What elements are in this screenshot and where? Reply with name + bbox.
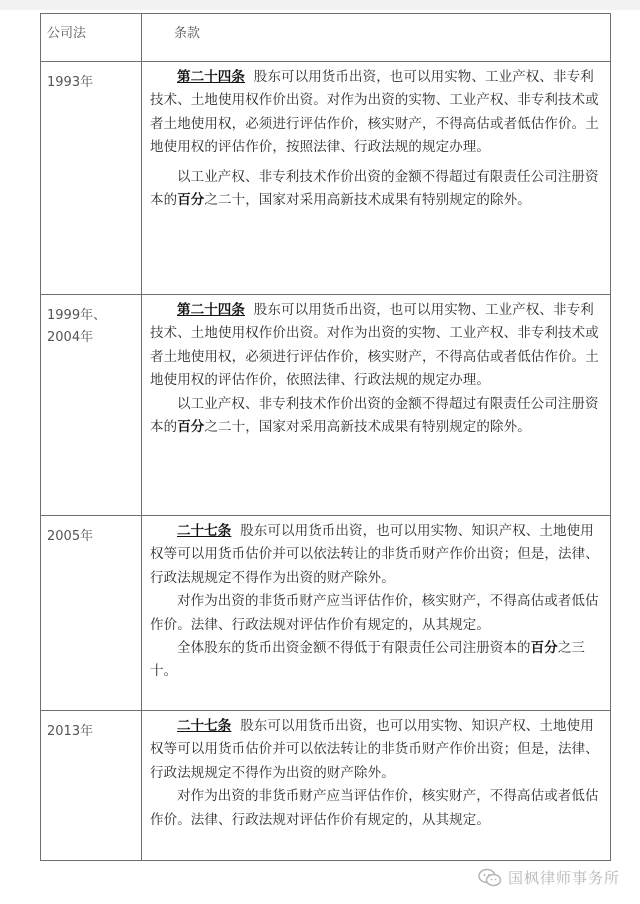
header-clause-label: 条款 (174, 26, 201, 41)
wechat-icon (478, 868, 502, 888)
year-cell (41, 62, 142, 295)
clause-paragraph: 以工业产权、非专利技术作价出资的金额不得超过有限责任公司注册资本的百分之二十，国家对采用高新技术成果有特别规定的除外。 (150, 395, 599, 436)
clause-paragraph: 二十七条 股东可以用货币出资，也可以用实物、知识产权、土地使用权等可以用货币估价并可以依法转让的非货币财产作价出资；但是，法律、行政法规规定不得作为出资的财产除外。 (150, 718, 599, 781)
table-row (41, 295, 611, 516)
watermark-text: 国枫律师事务所 (507, 869, 620, 887)
table-header-row (41, 14, 611, 62)
table-row (41, 62, 611, 295)
clause-paragraph: 对作为出资的非货币财产应当评估作价，核实财产，不得高估或者低估作价。法律、行政法规对评估作价有规定的，从其规定。 (150, 593, 599, 633)
clause-paragraph: 二十七条 股东可以用货币出资，也可以用实物、知识产权、土地使用权等可以用货币估价并可以依法转让的非货币财产作价出资；但是，法律、行政法规规定不得作为出资的财产除外。 (150, 523, 599, 586)
year-cell (41, 516, 142, 711)
table-row (41, 711, 611, 861)
year-cell (41, 711, 142, 861)
clause-paragraph: 第二十四条 股东可以用货币出资，也可以用实物、工业产权、非专利技术、土地使用权作价出资。对作为出资的实物、工业产权、非专利技术或者土地使用权，必须进行评估作价，核实财产，不得高估或者低估作价。土地使用权的评估作价，按照法律、行政法规的规定办理。 (150, 69, 599, 156)
article-number: 第二十四条 (177, 69, 245, 85)
watermark (478, 867, 620, 888)
clause-cell (142, 516, 611, 711)
clause-cell (142, 711, 611, 861)
header-cell-law (41, 14, 142, 62)
clause-paragraph: 以工业产权、非专利技术作价出资的金额不得超过有限责任公司注册资本的百分之二十，国家对采用高新技术成果有特别规定的除外。 (150, 168, 599, 209)
article-number: 二十七条 (177, 523, 232, 539)
year-label: 1999年、 2004年 (47, 308, 107, 345)
clause-paragraph: 对作为出资的非货币财产应当评估作价，核实财产，不得高估或者低估作价。法律、行政法规对评估作价有规定的，从其规定。 (150, 788, 599, 828)
year-label: 2013年 (47, 724, 94, 739)
clause-paragraph: 全体股东的货币出资金额不得低于有限责任公司注册资本的百分之三十。 (150, 640, 586, 680)
article-number: 二十七条 (177, 718, 232, 734)
top-strip (0, 0, 640, 10)
year-cell (41, 295, 142, 516)
article-number: 第二十四条 (177, 302, 245, 318)
header-cell-clause (142, 14, 611, 62)
clause-cell (142, 295, 611, 516)
clause-paragraph: 第二十四条 股东可以用货币出资，也可以用实物、工业产权、非专利技术、土地使用权作价出资。对作为出资的实物、工业产权、非专利技术或者土地使用权，必须进行评估作价，核实财产，不得高估或者低估作价。土地使用权的评估作价，依照法律、行政法规的规定办理。 (150, 302, 599, 389)
company-law-table (40, 13, 611, 861)
year-label: 1993年 (47, 75, 94, 90)
clause-cell (142, 62, 611, 295)
header-law-label: 公司法 (47, 26, 87, 41)
year-label: 2005年 (47, 529, 94, 544)
table-row (41, 516, 611, 711)
